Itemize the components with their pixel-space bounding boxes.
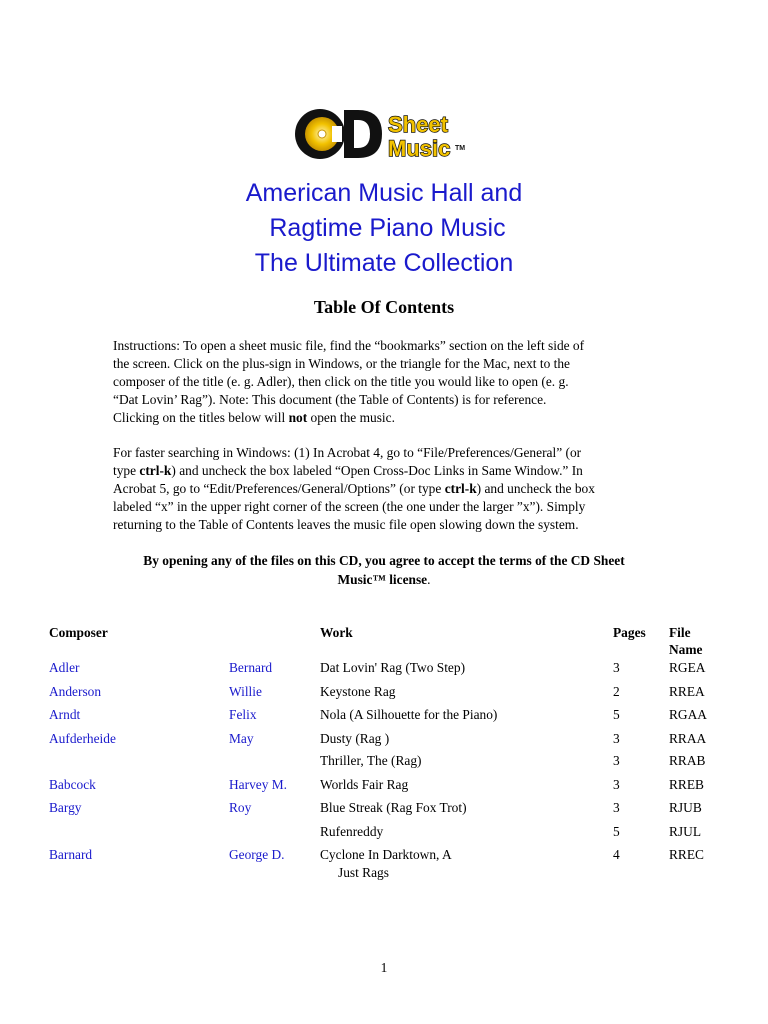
composer-last-name[interactable]: Aufderheide [49, 731, 116, 746]
svg-text:Sheet: Sheet [388, 112, 448, 137]
composer-first-name[interactable]: Willie [229, 684, 262, 699]
file-name: RREC [669, 847, 704, 862]
tips-text: For faster searching in Windows: (1) In Acrobat 4, go to “File/Preferences/General” (or [113, 445, 582, 460]
toc-heading: Table Of Contents [313, 297, 455, 317]
instructions-text: Clicking on the titles below will [113, 410, 289, 425]
work-title: Rufenreddy [320, 824, 384, 839]
logo-graphic [292, 104, 482, 164]
work-title: Cyclone In Darktown, A [320, 847, 452, 862]
search-tips-paragraph [113, 444, 658, 534]
header-file: File [669, 625, 691, 640]
header-pages: Pages [613, 625, 646, 640]
composer-last-name[interactable]: Babcock [49, 777, 96, 792]
composer-first-name[interactable]: Felix [229, 707, 257, 722]
page-number: 1 [380, 960, 388, 975]
composer-first-name[interactable]: May [229, 731, 254, 746]
header-work: Work [320, 625, 353, 640]
tips-text: Acrobat 5, go to “Edit/Preferences/General/Options” (or type [113, 481, 445, 496]
page-count: 3 [613, 660, 620, 675]
title-line-3: The Ultimate Collection [254, 249, 514, 277]
file-name: RREB [669, 777, 704, 792]
instructions-text: composer of the title (e. g. Adler), then click on the title you would like to open (e. g. [113, 374, 569, 389]
file-name: RGEA [669, 660, 706, 675]
file-name: RGAA [669, 707, 707, 722]
composer-last-name[interactable]: Anderson [49, 684, 102, 699]
agreement-line-2: Music™ license [337, 572, 428, 587]
agreement-period: . [427, 572, 431, 587]
work-title: Keystone Rag [320, 684, 396, 699]
instructions-paragraph [113, 337, 658, 427]
not-emphasis: not [288, 410, 308, 425]
composer-first-name[interactable]: George D. [229, 847, 285, 862]
page-count: 5 [613, 707, 620, 722]
work-title: Thriller, The (Rag) [320, 753, 422, 768]
composer-first-name[interactable]: Harvey M. [229, 777, 288, 792]
instructions-text: “Dat Lovin’ Rag”). Note: This document (the Table of Contents) is for reference. [113, 392, 547, 407]
work-title: Nola (A Silhouette for the Piano) [320, 707, 498, 722]
work-title: Blue Streak (Rag Fox Trot) [320, 800, 467, 815]
tips-text: ) and uncheck the box labeled “Open Cross-Doc Links in Same Window.” In [171, 463, 583, 478]
header-composer: Composer [49, 625, 108, 640]
page-count: 2 [613, 684, 620, 699]
agreement-line-1: By opening any of the files on this CD, you agree to accept the terms of the CD Sheet [143, 553, 625, 568]
composer-first-name[interactable]: Bernard [229, 660, 273, 675]
file-name: RREA [669, 684, 705, 699]
work-title: Worlds Fair Rag [320, 777, 409, 792]
tips-text: returning to the Table of Contents leaves the music file open slowing down the system. [113, 517, 579, 532]
license-agreement [100, 551, 668, 589]
composer-last-name[interactable]: Arndt [49, 707, 81, 722]
work-title: Just Rags [338, 865, 389, 880]
composer-last-name[interactable]: Barnard [49, 847, 93, 862]
instructions-text: Instructions: To open a sheet music file, find the “bookmarks” section on the left side of [113, 338, 585, 353]
file-name: RRAA [669, 731, 707, 746]
collection-title [0, 176, 768, 281]
page-count: 3 [613, 800, 620, 815]
work-title: Dusty (Rag ) [320, 731, 390, 746]
shortcut-text: ctrl-k [444, 481, 477, 496]
tips-text: type [113, 463, 140, 478]
page-count: 3 [613, 777, 620, 792]
svg-text:Music: Music [388, 136, 451, 161]
header-name: Name [669, 642, 703, 657]
instructions-text: the screen. Click on the plus-sign in Windows, or the triangle for the Mac, next to the [113, 356, 570, 371]
page-count: 3 [613, 753, 620, 768]
page-count: 4 [613, 847, 620, 862]
work-title: Dat Lovin' Rag (Two Step) [320, 660, 466, 675]
file-name: RJUB [669, 800, 702, 815]
page-count: 3 [613, 731, 620, 746]
file-name: RRAB [669, 753, 706, 768]
svg-text:TM: TM [455, 145, 466, 152]
tips-text: ) and uncheck the box [476, 481, 595, 496]
page-count: 5 [613, 824, 620, 839]
instructions-text: open the music. [307, 410, 395, 425]
file-name: RJUL [669, 824, 701, 839]
cd-sheet-music-logo [292, 104, 482, 164]
composer-last-name[interactable]: Adler [49, 660, 80, 675]
title-line-2: Ragtime Piano Music [262, 214, 506, 242]
shortcut-text: ctrl-k [139, 463, 172, 478]
composer-first-name[interactable]: Roy [229, 800, 252, 815]
tips-text: labeled “x” in the upper right corner of the screen (the one under the larger ”x”). Simply [113, 499, 586, 514]
title-line-1: American Music Hall and [245, 179, 523, 207]
composer-last-name[interactable]: Bargy [49, 800, 82, 815]
